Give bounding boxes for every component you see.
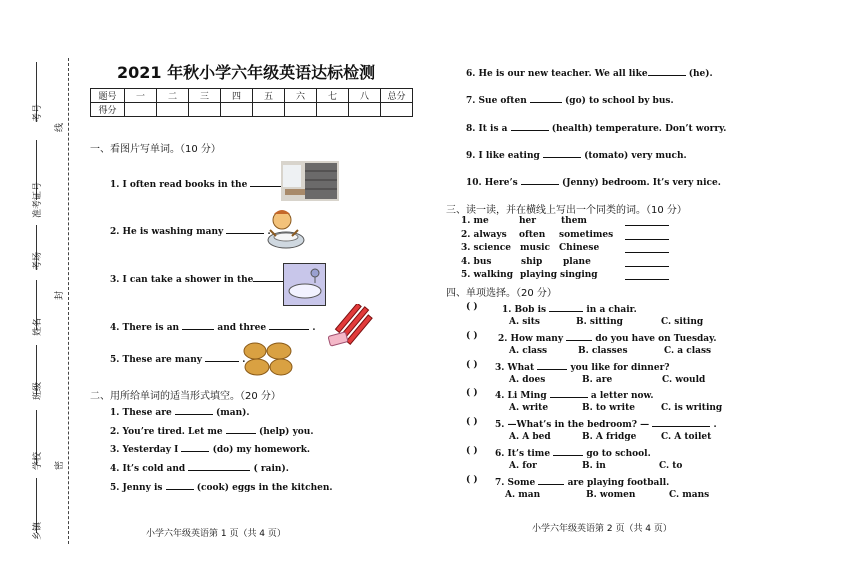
s2-item-text: 5. Jenny is <box>110 483 163 493</box>
footer-page-1: 小学六年级英语第 1 页（共 4 页） <box>146 529 286 539</box>
bathroom-picture <box>283 263 326 306</box>
s4-stem-text: 5. —What’s in the bedroom? — <box>495 420 650 430</box>
washing-dishes-picture <box>262 206 310 254</box>
answer-blank[interactable] <box>226 224 264 234</box>
s4-stem-end: a letter now. <box>590 391 654 401</box>
pencils-eraser-picture <box>327 304 379 350</box>
answer-blank <box>550 388 588 398</box>
s3-word: sometimes <box>559 230 614 240</box>
s4-stem-end: do you have on Tuesday. <box>595 334 717 344</box>
answer-blank <box>652 417 710 427</box>
answer-blank[interactable] <box>269 320 309 330</box>
option-a[interactable]: A. does <box>509 375 546 385</box>
score-input[interactable] <box>317 103 349 117</box>
s1-item-3 <box>110 272 300 285</box>
answer-blank[interactable] <box>181 442 209 452</box>
answer-blank <box>549 302 583 312</box>
option-a[interactable]: A. for <box>509 461 537 471</box>
s2-item-7 <box>466 93 674 106</box>
score-input[interactable] <box>253 103 285 117</box>
s1-item-5 <box>110 352 245 365</box>
s2-item-end: ( rain). <box>253 464 289 474</box>
score-value-row <box>91 103 413 117</box>
mark-feng: 封 <box>55 290 65 300</box>
s2-item-end: (Jenny) bedroom. It’s very nice. <box>561 178 721 188</box>
s3-word: Chinese <box>559 243 600 253</box>
option-b[interactable]: B. to write <box>582 403 635 413</box>
s2-item-text: 4. It’s cold and <box>110 464 186 474</box>
s4-stem <box>495 388 653 401</box>
section2-heading: 二、用所给单词的适当形式填空。（20 分） <box>90 391 281 402</box>
s3-word: 2. always <box>461 230 507 240</box>
answer-blank <box>537 360 567 370</box>
section3-heading: 三、读一读，并在横线上写出一个同类的词。（10 分） <box>446 205 687 216</box>
s4-stem <box>498 331 716 344</box>
section1-heading: 一、看图片写单词。（10 分） <box>90 144 221 155</box>
score-cell: 得分 <box>91 103 125 117</box>
option-c[interactable]: C. siting <box>661 317 704 327</box>
s4-stem-text: 1. Bob is <box>502 305 547 315</box>
s2-item-text: 10. Here’s <box>466 178 518 188</box>
score-input[interactable] <box>221 103 253 117</box>
answer-blank[interactable] <box>182 320 214 330</box>
s3-word: ship <box>521 257 543 267</box>
s2-item-end: (man). <box>216 408 250 418</box>
option-b[interactable]: B. are <box>582 375 613 385</box>
option-c[interactable]: C. to <box>659 461 683 471</box>
s4-stem-text: 6. It’s time <box>495 449 551 459</box>
score-cell: 五 <box>253 89 285 103</box>
option-b[interactable]: B. women <box>586 490 636 500</box>
answer-blank[interactable] <box>175 405 213 415</box>
s1-item-mid: and three <box>217 323 267 333</box>
answer-paren[interactable]: ( ) <box>466 331 478 341</box>
answer-blank[interactable] <box>625 270 669 280</box>
option-c[interactable]: C. is writing <box>661 403 723 413</box>
answer-paren[interactable]: ( ) <box>466 388 478 398</box>
s2-item-end: (go) to school by bus. <box>565 96 674 106</box>
score-cell: 二 <box>157 89 189 103</box>
s3-word: 4. bus <box>461 257 492 267</box>
answer-blank[interactable] <box>511 121 549 131</box>
s4-stem-end: are playing football. <box>567 478 670 488</box>
s3-word: music <box>520 243 551 253</box>
s1-item-2 <box>110 224 271 237</box>
s2-item-1 <box>110 405 250 418</box>
s2-item-end: (health) temperature. Don’t worry. <box>551 124 727 134</box>
score-cell: 一 <box>125 89 157 103</box>
answer-blank[interactable] <box>625 257 669 267</box>
s2-item-text: 2. You’re tired. Let me <box>110 427 223 437</box>
s2-item-10 <box>466 175 721 188</box>
s2-item-end: (he). <box>688 69 713 79</box>
option-b[interactable]: B. in <box>582 461 606 471</box>
answer-blank[interactable] <box>543 148 581 158</box>
label-xingming: 姓名 <box>33 317 43 336</box>
s1-item-text: 2. He is washing many <box>110 227 224 237</box>
answer-blank[interactable] <box>625 216 669 226</box>
s3-word: 5. walking <box>461 270 514 280</box>
score-input[interactable] <box>349 103 381 117</box>
s4-stem <box>502 302 637 315</box>
answer-paren[interactable]: ( ) <box>466 360 478 370</box>
s2-item-9 <box>466 148 687 161</box>
s4-stem-text: 2. How many <box>498 334 564 344</box>
s1-item-end: . <box>267 227 271 237</box>
label-kaohao: 考号 <box>33 103 43 122</box>
s3-word: playing <box>520 270 558 280</box>
option-c[interactable]: C. would <box>662 375 706 385</box>
section4-heading: 四、单项选择。（20 分） <box>446 288 557 299</box>
answer-paren[interactable]: ( ) <box>466 302 478 312</box>
s3-word: her <box>519 216 537 226</box>
answer-blank <box>538 475 564 485</box>
s2-item-text: 3. Yesterday I <box>110 445 179 455</box>
s4-stem-end: you like for dinner? <box>570 363 670 373</box>
option-c[interactable]: C. A toilet <box>661 432 712 442</box>
footer-page-2: 小学六年级英语第 2 页（共 4 页） <box>532 524 672 534</box>
s3-word: singing <box>560 270 598 280</box>
option-a[interactable]: A. man <box>505 490 541 500</box>
score-cell: 八 <box>349 89 381 103</box>
s2-item-text: 7. Sue often <box>466 96 527 106</box>
option-a[interactable]: A. class <box>509 346 548 356</box>
option-c[interactable]: C. mans <box>669 490 710 500</box>
option-b[interactable]: B. sitting <box>576 317 623 327</box>
answer-blank[interactable] <box>166 480 194 490</box>
s3-word: 1. me <box>461 216 489 226</box>
s3-word: 3. science <box>461 243 511 253</box>
s2-item-6 <box>466 66 713 79</box>
s4-stem-end: go to school. <box>586 449 651 459</box>
s2-item-end: (cook) eggs in the kitchen. <box>196 483 333 493</box>
s2-item-end: (tomato) very much. <box>584 151 687 161</box>
s1-item-text: 4. There is an <box>110 323 180 333</box>
answer-blank[interactable] <box>625 230 669 240</box>
answer-blank <box>553 446 583 456</box>
potatoes-picture <box>241 339 297 377</box>
s4-stem <box>495 475 669 488</box>
score-cell: 六 <box>285 89 317 103</box>
answer-blank[interactable] <box>521 175 559 185</box>
s3-word: them <box>561 216 587 226</box>
s1-item-4 <box>110 320 316 333</box>
s2-item-2 <box>110 424 313 437</box>
score-cell: 三 <box>189 89 221 103</box>
s2-item-4 <box>110 461 289 474</box>
score-table <box>90 88 413 117</box>
score-cell: 题号 <box>91 89 125 103</box>
score-input[interactable] <box>125 103 157 117</box>
s4-stem-end: in a chair. <box>586 305 637 315</box>
library-picture <box>281 161 339 201</box>
score-input[interactable] <box>381 103 413 117</box>
answer-blank[interactable] <box>625 243 669 253</box>
answer-blank <box>566 331 592 341</box>
s1-item-text: 3. I can take a shower in the <box>110 275 254 285</box>
s4-stem <box>495 417 717 430</box>
s1-item-end: . <box>312 323 316 333</box>
option-a[interactable]: A. sits <box>509 317 540 327</box>
s1-item-end: . <box>242 355 246 365</box>
s2-item-text: 9. I like eating <box>466 151 540 161</box>
label-zhunkaozheng: 准考证号 <box>33 181 43 218</box>
mark-xian: 线 <box>55 122 65 132</box>
s4-stem-text: 4. Li Ming <box>495 391 547 401</box>
label-banji: 班级 <box>33 381 43 400</box>
score-header-row <box>91 89 413 103</box>
answer-paren[interactable]: ( ) <box>466 446 478 456</box>
answer-blank[interactable] <box>530 93 562 103</box>
answer-blank[interactable] <box>205 352 239 362</box>
answer-blank[interactable] <box>648 66 686 76</box>
s2-item-3 <box>110 442 310 455</box>
s2-item-text: 8. It is a <box>466 124 508 134</box>
s1-item-text: 5. These are many <box>110 355 202 365</box>
score-input[interactable] <box>189 103 221 117</box>
s2-item-end: (help) you. <box>258 427 314 437</box>
answer-blank[interactable] <box>188 461 250 471</box>
label-xuexiao: 学校 <box>33 451 43 470</box>
s4-stem <box>495 446 651 459</box>
answer-paren[interactable]: ( ) <box>466 417 478 427</box>
page-title: 2021 年秋小学六年级英语达标检测 <box>117 63 376 82</box>
score-cell: 四 <box>221 89 253 103</box>
answer-paren[interactable]: ( ) <box>466 475 478 485</box>
s2-item-text: 6. He is our new teacher. We all like <box>466 69 648 79</box>
score-cell: 总分 <box>381 89 413 103</box>
s1-item-text: 1. I often read books in the <box>110 180 248 190</box>
option-b[interactable]: B. A fridge <box>582 432 637 442</box>
s3-word: plane <box>563 257 591 267</box>
s2-item-text: 1. These are <box>110 408 172 418</box>
score-cell: 七 <box>317 89 349 103</box>
score-input[interactable] <box>285 103 317 117</box>
s4-stem <box>495 360 670 373</box>
option-a[interactable]: A. write <box>509 403 549 413</box>
option-c[interactable]: C. a class <box>664 346 712 356</box>
s4-stem-text: 3. What <box>495 363 535 373</box>
s4-stem-text: 7. Some <box>495 478 536 488</box>
answer-blank[interactable] <box>226 424 256 434</box>
option-b[interactable]: B. classes <box>578 346 628 356</box>
option-a[interactable]: A. A bed <box>509 432 551 442</box>
s2-item-5 <box>110 480 333 493</box>
s1-item-1 <box>110 177 295 190</box>
label-xiangzhen: 乡镇 <box>33 521 43 540</box>
seal-dashed-line <box>68 58 69 544</box>
score-input[interactable] <box>157 103 189 117</box>
label-kaochang: 考场 <box>33 251 43 270</box>
s2-item-end: (do) my homework. <box>212 445 311 455</box>
s2-item-8 <box>466 121 726 134</box>
mark-mi: 密 <box>55 460 65 470</box>
s4-stem-end: . <box>713 420 717 430</box>
s3-word: often <box>519 230 546 240</box>
